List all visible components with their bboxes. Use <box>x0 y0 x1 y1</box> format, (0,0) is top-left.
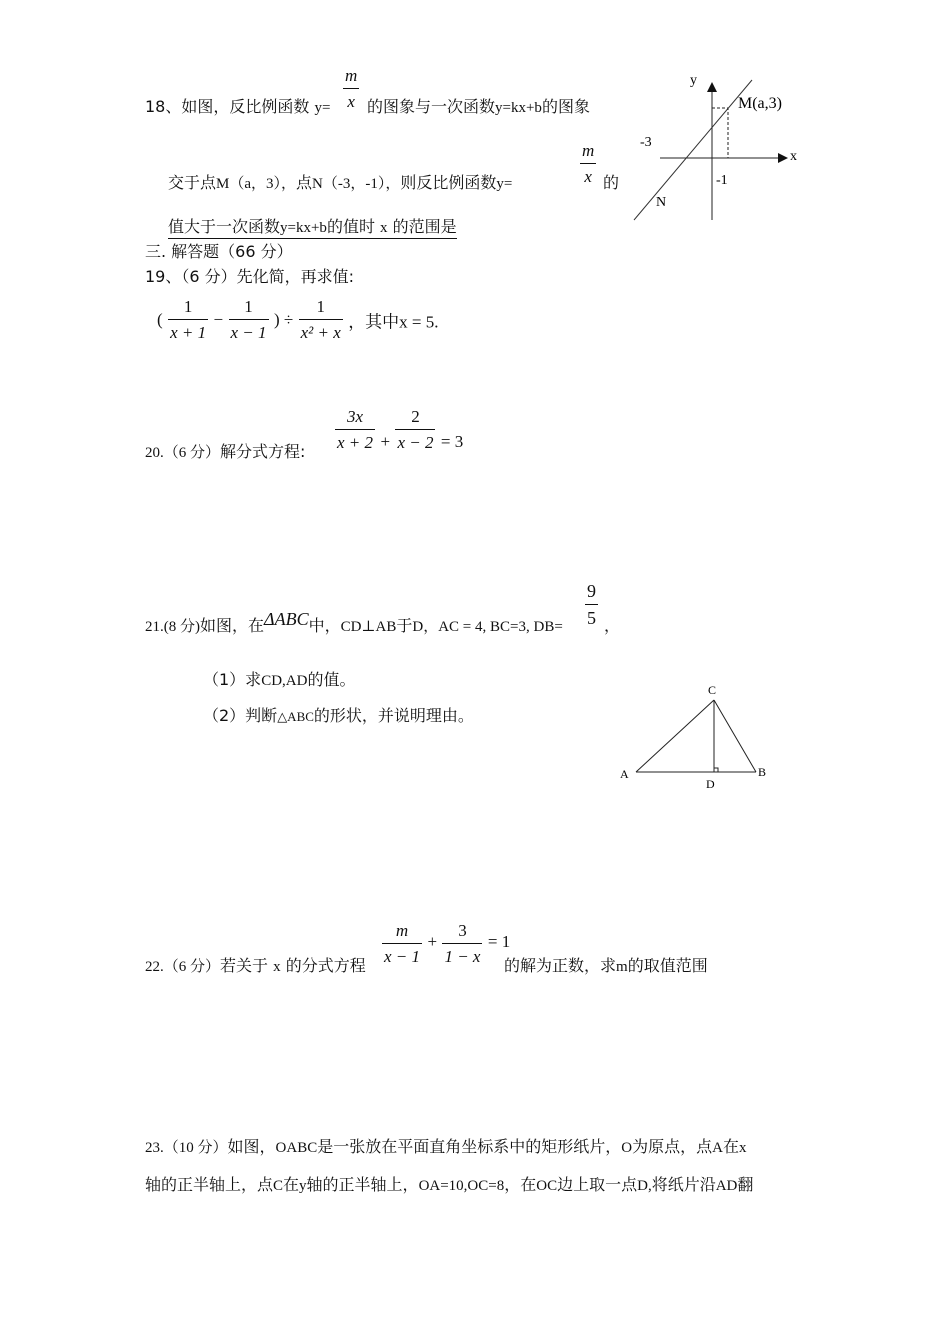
linear-function: y=kx+b <box>280 220 327 236</box>
q20-equation <box>335 407 463 453</box>
q21-text: 中， <box>308 616 341 635</box>
line-ad: AD <box>715 1178 738 1194</box>
q21-sub-1 <box>203 667 355 690</box>
point-o: O <box>621 1140 633 1156</box>
q19-header: 19、（6 分）先化简，再求值: <box>145 267 355 286</box>
point-c: C <box>273 1178 284 1194</box>
fraction-denominator: x − 1 <box>230 323 267 342</box>
q21-number: 21.(8 分) <box>145 619 200 635</box>
fraction-numerator: 1 <box>299 297 343 320</box>
dashed-rectangle <box>712 108 728 158</box>
given-values: OA=10,OC=8 <box>418 1178 505 1194</box>
side-ac <box>636 700 714 772</box>
fraction-numerator: 3x <box>335 407 375 430</box>
q23-text: 为原点，点 <box>632 1137 713 1156</box>
q20-header <box>145 439 305 462</box>
x-axis-label: x <box>790 149 797 164</box>
q18-text: 的值时 <box>326 217 375 236</box>
vertex-a-label: A <box>620 767 629 781</box>
q23-number: 23.（10 分） <box>145 1140 228 1156</box>
side-oc: OC <box>536 1178 558 1194</box>
q22-text: 若关于 <box>220 956 269 975</box>
linear-function-line <box>634 80 752 220</box>
variable-m: m <box>616 959 628 975</box>
open-paren: ( <box>157 310 163 329</box>
vertex-d-label: D <box>706 777 715 791</box>
q21-fraction <box>585 581 598 629</box>
q18-y-eq: y= <box>314 100 331 116</box>
q18-line-2 <box>168 170 512 193</box>
rectangle-oabc: OABC <box>275 1140 318 1156</box>
fraction-denominator: x − 2 <box>397 433 434 452</box>
variable-x: x <box>273 959 281 975</box>
equation-rhs: = 1 <box>487 932 511 951</box>
q23-line-1 <box>145 1134 746 1157</box>
q22-tail <box>504 953 708 976</box>
equation-rhs: = 3 <box>440 432 464 451</box>
triangle-abc: ΔABC <box>264 609 309 629</box>
fraction-numerator: 1 <box>229 297 269 320</box>
plus-sign: + <box>427 932 438 951</box>
point-d: D, <box>637 1178 652 1194</box>
point-n-label: N <box>656 195 667 210</box>
q18-line-1 <box>145 94 330 117</box>
q18-text: 的图象 <box>541 97 590 116</box>
variable-x: x <box>738 1140 747 1156</box>
q18-graph <box>630 70 810 230</box>
q23-line-2 <box>145 1172 753 1195</box>
q18-line-3 <box>168 214 457 239</box>
q21-text: 如图，在 <box>200 616 265 635</box>
fraction-denominator: x + 2 <box>337 433 374 452</box>
minus-sign: − <box>213 310 224 329</box>
q18-text: 的 <box>603 173 620 192</box>
q20-number: 20.（6 分） <box>145 445 221 461</box>
q18-text: 点 <box>296 173 313 192</box>
q22-text: 的解为正数，求 <box>504 956 617 975</box>
given-values: D，AC = 4, BC=3, DB= <box>412 619 563 635</box>
q23-text: 翻 <box>737 1175 754 1194</box>
q18-y-eq: y= <box>496 176 513 192</box>
q23-text: 轴的正半轴上，点 <box>145 1175 274 1194</box>
fraction-denominator: x² + x <box>300 323 341 342</box>
point-a: A <box>712 1140 723 1156</box>
q21-text: （2）判断 <box>203 706 278 725</box>
q23-text: 边上取一点 <box>557 1175 638 1194</box>
neg1-label: -1 <box>716 173 728 188</box>
q23-text: ，在 <box>504 1175 537 1194</box>
x-axis-arrow-icon <box>778 153 788 163</box>
q18-text: 的范围是 <box>392 217 457 236</box>
q18-text: 值大于一次函数 <box>168 217 281 236</box>
variable-x: x <box>380 220 388 236</box>
fraction-numerator: 1 <box>168 297 208 320</box>
fraction-denominator: 5 <box>587 608 596 628</box>
q19-expression <box>157 297 439 343</box>
perpendicular-condition: CD⊥AB <box>340 619 397 635</box>
q22-text: 的取值范围 <box>627 956 708 975</box>
triangle-abc: △ABC <box>277 709 314 724</box>
point-n: N（-3，-1）， <box>312 176 401 192</box>
q23-text: 的矩形纸片， <box>525 1137 622 1156</box>
q21-text: 于 <box>396 616 413 635</box>
q23-text: 如图， <box>227 1137 276 1156</box>
q21-text: ， <box>604 616 621 635</box>
fraction-denominator: x <box>584 167 592 186</box>
q22-header <box>145 953 366 976</box>
q23-text: 将纸片沿 <box>651 1175 716 1194</box>
fraction-denominator: x − 1 <box>384 947 421 966</box>
divide-sign: ) ÷ <box>273 310 294 329</box>
q18-fraction-m-over-x <box>343 66 359 112</box>
q18-fraction-m-over-x-2 <box>580 141 596 187</box>
vertex-b-label: B <box>758 765 767 779</box>
fraction-numerator: m <box>343 66 359 89</box>
y-axis-arrow-icon <box>707 82 717 92</box>
q23-text: 是一张放在平面直角坐标系中 <box>317 1137 526 1156</box>
q23-text: 在 <box>283 1175 300 1194</box>
fraction-denominator: x + 1 <box>170 323 207 342</box>
q21-text: 的值。 <box>307 670 356 689</box>
q23-text: 在 <box>722 1137 739 1156</box>
fraction-numerator: m <box>382 921 422 944</box>
q20-text: 解分式方程: <box>220 442 306 461</box>
q18-text: 如图，反比例函数 <box>181 97 310 116</box>
point-m-label: M(a,3) <box>738 95 782 112</box>
vertex-c-label: C <box>708 683 717 697</box>
q21-text: （1）求 <box>203 670 262 689</box>
y-axis-label: y <box>690 73 697 88</box>
point-m: M（a，3）， <box>216 176 297 192</box>
q21-sub-2 <box>203 703 474 726</box>
q21-values: CD,AD <box>261 673 308 689</box>
q23-text: 轴的正半轴上， <box>306 1175 419 1194</box>
q18-line-1b <box>367 94 590 117</box>
q18-text: 交于点 <box>168 173 217 192</box>
neg3-label: -3 <box>640 135 652 150</box>
plus-sign: + <box>380 432 391 451</box>
q18-text: 的图象与一次函数 <box>367 97 496 116</box>
variable-y: y <box>299 1178 307 1194</box>
q22-number: 22.（6 分） <box>145 959 221 975</box>
q22-equation <box>382 921 510 967</box>
fraction-denominator: x <box>347 92 355 111</box>
side-bc <box>714 700 756 772</box>
q21-triangle-figure <box>610 676 780 796</box>
q22-text: 的分式方程 <box>285 956 366 975</box>
fraction-numerator: m <box>580 141 596 164</box>
linear-function: y=kx+b <box>495 100 542 116</box>
q18-number: 18、 <box>145 97 182 116</box>
q21-header <box>145 609 563 636</box>
right-angle-icon <box>714 768 718 772</box>
fraction-numerator: 3 <box>442 921 482 944</box>
fraction-denominator: 1 − x <box>444 947 481 966</box>
fraction-numerator: 9 <box>585 581 598 605</box>
q18-text: 则反比例函数 <box>400 173 497 192</box>
q19-condition: ，其中x = 5. <box>348 312 439 332</box>
fraction-numerator: 2 <box>395 407 435 430</box>
section-title: 三. 解答题（66 分） <box>145 242 293 261</box>
q21-text: 的形状，并说明理由。 <box>313 706 474 725</box>
